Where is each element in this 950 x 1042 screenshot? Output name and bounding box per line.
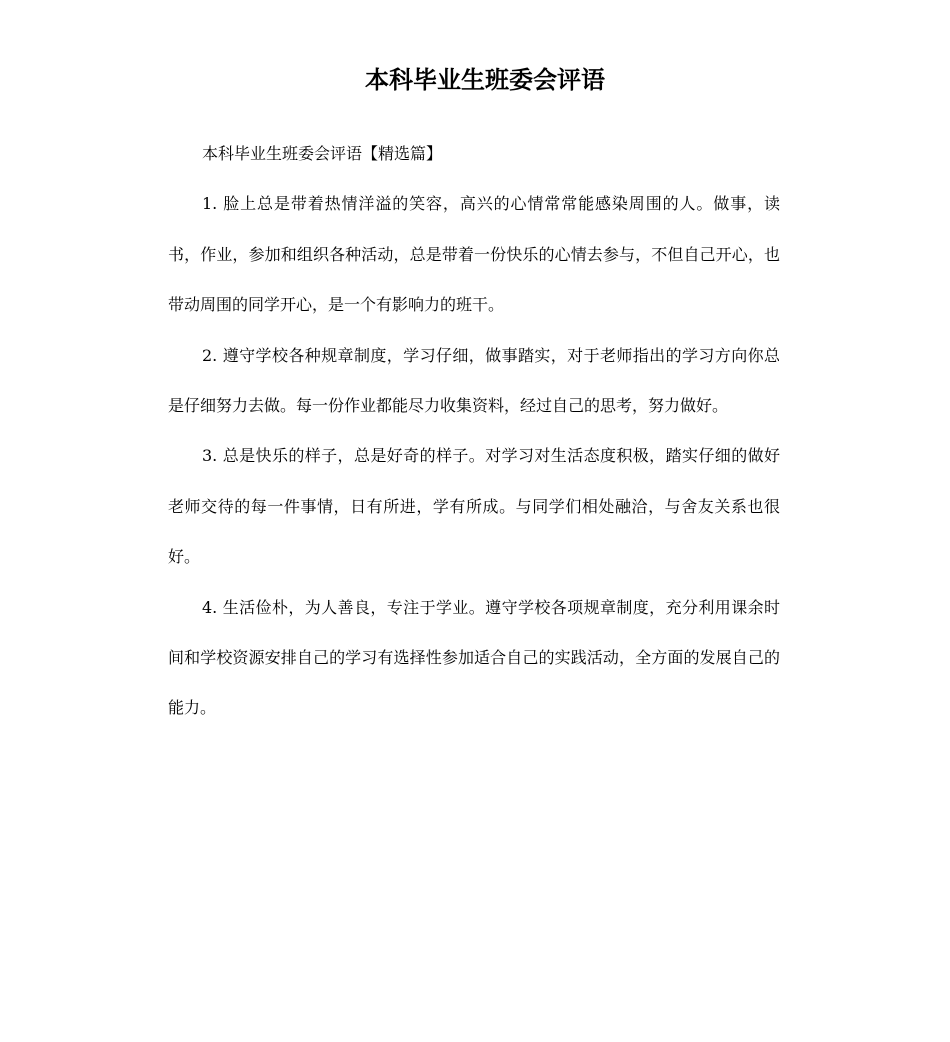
document-title: 本科毕业生班委会评语 (365, 66, 605, 94)
document-body (168, 129, 780, 734)
paragraph-2: 2. 遵守学校各种规章制度，学习仔细，做事踏实，对于老师指出的学习方向你总是仔细努力去做。每一份作业都能尽力收集资料，经过自己的思考，努力做好。 (168, 345, 780, 416)
document-subtitle: 本科毕业生班委会评语【精选篇】 (202, 144, 443, 163)
paragraph-1: 1. 脸上总是带着热情洋溢的笑容，高兴的心情常常能感染周围的人。做事，读书，作业，参加和组织各种活动，总是带着一份快乐的心情去参与，不但自己开心，也带动周围的同学开心，是一个有影响力的班干。 (168, 194, 780, 315)
paragraph-4: 4. 生活俭朴，为人善良，专注于学业。遵守学校各项规章制度，充分利用课余时间和学校资源安排自己的学习有选择性参加适合自己的实践活动，全方面的发展自己的能力。 (168, 597, 780, 718)
paragraph-3: 3. 总是快乐的样子，总是好奇的样子。对学习对生活态度积极，踏实仔细的做好老师交待的每一件事情，日有所进，学有所成。与同学们相处融洽，与舍友关系也很好。 (168, 446, 780, 567)
